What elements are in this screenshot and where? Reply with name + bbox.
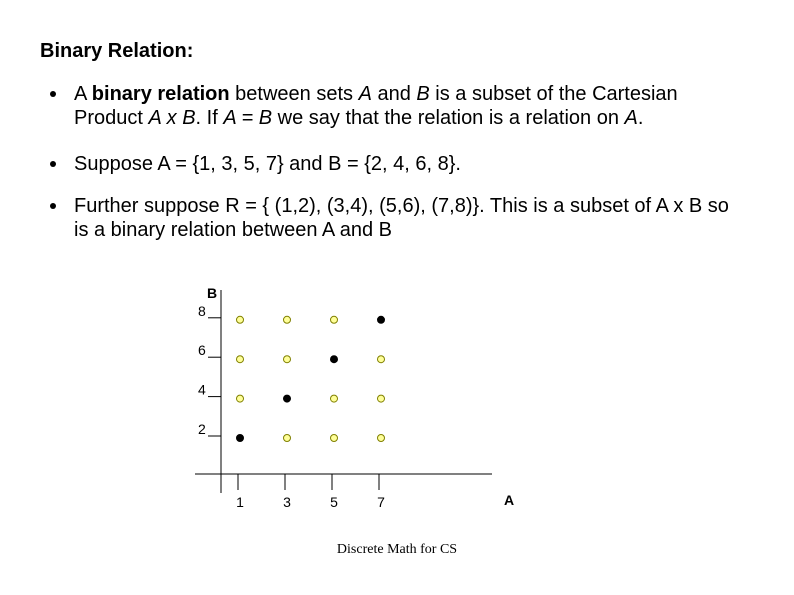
text-run: A — [358, 83, 372, 105]
text-run: A — [624, 107, 638, 129]
x-tick-label: 5 — [330, 494, 338, 510]
product-point — [378, 395, 385, 402]
text-run: A — [74, 83, 92, 105]
product-point — [237, 316, 244, 323]
product-point — [284, 356, 291, 363]
text-run: between sets — [229, 83, 359, 105]
product-point — [331, 395, 338, 402]
text-run: B — [416, 83, 430, 105]
product-point — [331, 316, 338, 323]
text-run: is a subset of the Cartesian Product — [74, 83, 678, 129]
relation-point — [237, 435, 244, 442]
y-tick-label: 2 — [198, 421, 206, 437]
x-tick-label: 7 — [377, 494, 385, 510]
product-point — [378, 435, 385, 442]
text-run: A x B — [148, 107, 196, 129]
text-run: Suppose A = {1, 3, 5, 7} and B = {2, 4, 6, 8}. — [74, 153, 461, 175]
slide-title: Binary Relation: — [40, 40, 194, 62]
product-point — [237, 356, 244, 363]
point-group — [237, 316, 385, 441]
text-run: and — [371, 83, 417, 105]
x-axis-label: A — [504, 492, 515, 508]
text-run: A = B — [223, 107, 273, 129]
x-tick-label: 1 — [236, 494, 244, 510]
footer-text: Discrete Math for CS — [336, 542, 458, 557]
text-run: . — [637, 107, 644, 129]
tick-group — [198, 303, 385, 510]
relation-point — [284, 395, 291, 402]
product-point — [378, 356, 385, 363]
product-point — [284, 316, 291, 323]
text-run: . If — [195, 107, 224, 129]
text-run: Further suppose R = { (1,2), (3,4), (5,6), (7,8)}. This is a subset of A x B so is a binary relation between A and B — [74, 195, 729, 241]
text-run: we say that the relation is a relation on — [272, 107, 625, 129]
y-axis-label: B — [207, 285, 218, 301]
product-point — [237, 395, 244, 402]
text-run: binary relation — [91, 83, 230, 105]
y-tick-label: 8 — [198, 302, 206, 319]
product-point — [284, 435, 291, 442]
y-tick-label: 6 — [198, 342, 206, 359]
product-point — [331, 435, 338, 442]
relation-point — [331, 356, 338, 363]
x-tick-label: 3 — [283, 494, 291, 510]
y-tick-label: 4 — [198, 381, 206, 398]
relation-point — [378, 316, 385, 323]
